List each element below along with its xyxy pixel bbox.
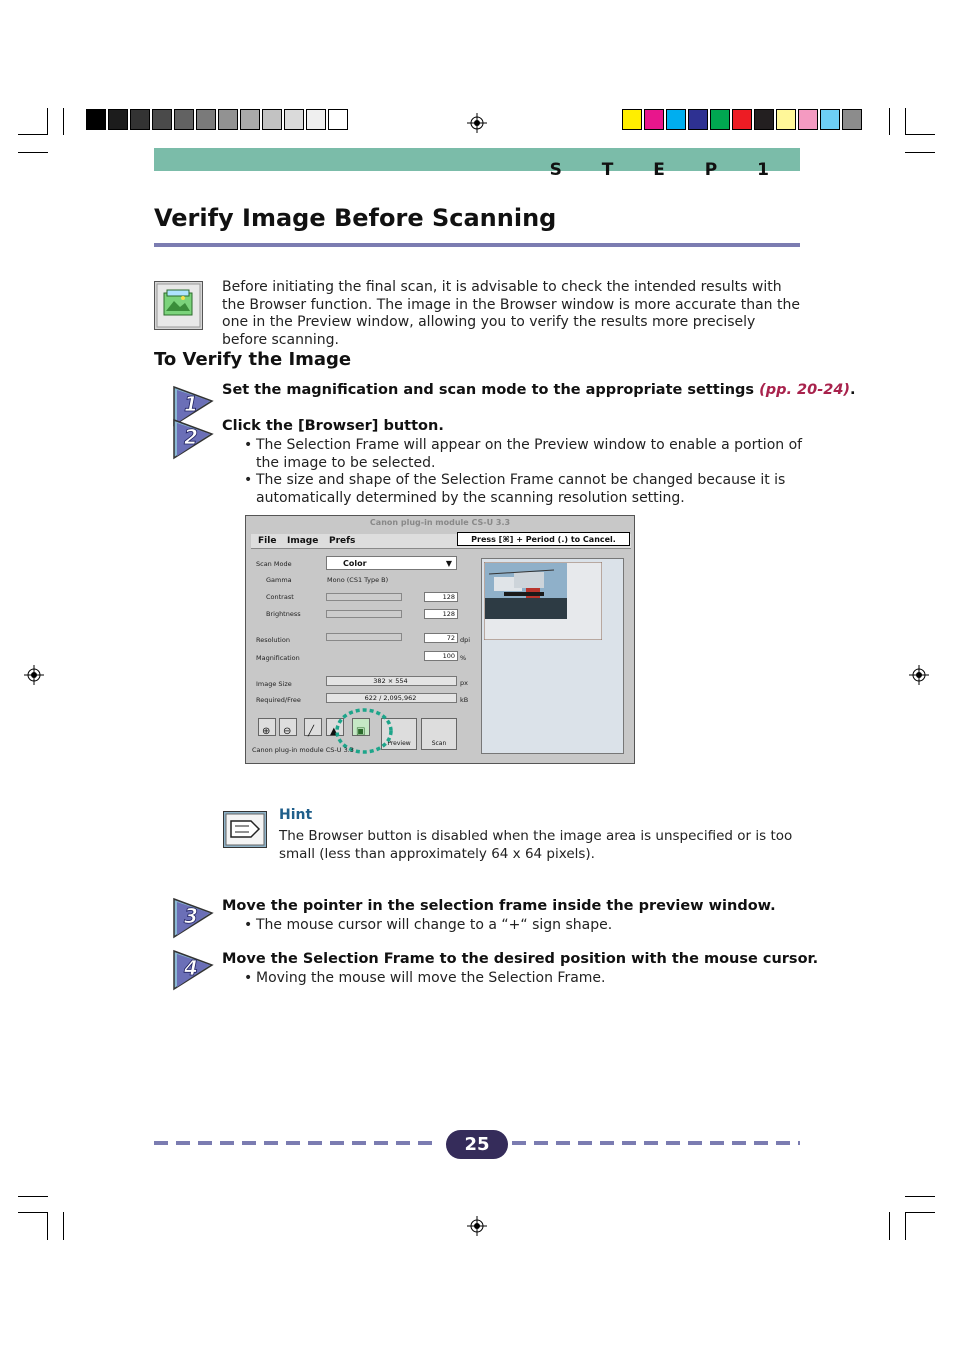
step-number: 1 bbox=[184, 392, 198, 416]
dash-segment bbox=[242, 1141, 256, 1145]
dash-segment bbox=[176, 1141, 190, 1145]
process-swatch bbox=[798, 109, 818, 130]
browser-icon bbox=[154, 281, 203, 330]
dash-segment bbox=[600, 1141, 614, 1145]
magnification-label: Magnification bbox=[256, 654, 300, 662]
brightness-label: Brightness bbox=[266, 610, 301, 618]
list-item: • The size and shape of the Selection Frame cannot be changed because it is automatically determined by the scanning resolution setting. bbox=[244, 472, 786, 506]
step-label: S T E P 1 bbox=[549, 160, 786, 180]
resolution-label: Resolution bbox=[256, 636, 290, 644]
required-free-label: Required/Free bbox=[256, 696, 301, 704]
histogram-icon: ▲ bbox=[330, 726, 338, 737]
menu-prefs[interactable]: Prefs bbox=[329, 536, 356, 546]
process-swatch bbox=[842, 109, 862, 130]
gray-swatch bbox=[174, 109, 194, 130]
gray-swatch bbox=[152, 109, 172, 130]
gray-swatch bbox=[130, 109, 150, 130]
process-swatch bbox=[666, 109, 686, 130]
scan-mode-select[interactable]: Color ▼ bbox=[326, 556, 457, 570]
step-number: 3 bbox=[184, 904, 198, 928]
image-size-value: 382 × 554 bbox=[326, 676, 457, 686]
image-size-label: Image Size bbox=[256, 680, 292, 688]
intro-text: Before initiating the final scan, it is advisable to check the intended results with the Browser function. The image in the Browser window is more accurate than the one in the Preview window, allowing you to verify the results more precisely before scanning. bbox=[222, 279, 800, 348]
step-number: 4 bbox=[184, 956, 198, 980]
browser-icon: ▣ bbox=[356, 726, 366, 737]
cancel-hint: Press [⌘] + Period (.) to Cancel. bbox=[457, 532, 630, 546]
dash-segment bbox=[198, 1141, 212, 1145]
zoom-out-icon: ⊖ bbox=[283, 726, 292, 737]
list-item: • Moving the mouse will move the Selection Frame. bbox=[244, 970, 606, 986]
step-number-badge bbox=[172, 897, 214, 939]
hint-icon bbox=[223, 811, 267, 848]
process-swatch bbox=[644, 109, 664, 130]
dash-segment bbox=[666, 1141, 680, 1145]
gray-swatch bbox=[306, 109, 326, 130]
step-1-text bbox=[222, 382, 856, 398]
gray-swatch bbox=[328, 109, 348, 130]
gamma-value: Mono (CS1 Type B) bbox=[327, 576, 389, 584]
process-swatch bbox=[732, 109, 752, 130]
dash-segment bbox=[264, 1141, 278, 1145]
process-swatch bbox=[820, 109, 840, 130]
preview-button[interactable]: Preview bbox=[381, 718, 417, 750]
dash-segment bbox=[330, 1141, 344, 1145]
preview-area[interactable] bbox=[481, 558, 624, 754]
contrast-field[interactable]: 128 bbox=[424, 592, 458, 602]
dash-segment bbox=[352, 1141, 366, 1145]
title-rule bbox=[154, 243, 800, 247]
step-3-text: Move the pointer in the selection frame inside the preview window. bbox=[222, 898, 776, 914]
resolution-field[interactable]: 72 bbox=[424, 633, 458, 643]
chevron-down-icon: ▼ bbox=[445, 559, 452, 568]
registration-mark-icon bbox=[909, 665, 929, 685]
zoom-in-button[interactable] bbox=[258, 718, 276, 736]
menu-file[interactable]: File bbox=[258, 536, 277, 546]
gray-swatch bbox=[108, 109, 128, 130]
step-1-instruction: Set the magnification and scan mode to the appropriate settings bbox=[222, 382, 760, 398]
preview-image bbox=[484, 562, 602, 640]
dash-segment bbox=[644, 1141, 658, 1145]
window-footer: Canon plug-in module CS-U 3.3 bbox=[252, 746, 354, 754]
page-reference-link[interactable]: (pp. 20-24) bbox=[759, 382, 851, 398]
process-swatch bbox=[622, 109, 642, 130]
dash-segment bbox=[286, 1141, 300, 1145]
hint-text: The Browser button is disabled when the image area is unspecified or is too small (less than approximately 64 x 64 pixels). bbox=[279, 828, 793, 862]
dash-segment bbox=[512, 1141, 526, 1145]
dash-segment bbox=[418, 1141, 432, 1145]
process-swatch bbox=[688, 109, 708, 130]
step-number-badge bbox=[172, 418, 214, 460]
image-size-unit: px bbox=[460, 679, 468, 687]
dash-segment bbox=[220, 1141, 234, 1145]
step-number-badge bbox=[172, 949, 214, 991]
registration-mark-icon bbox=[24, 665, 44, 685]
list-item: • The Selection Frame will appear on the Preview window to enable a portion of the image to be selected. bbox=[244, 437, 803, 471]
scan-button[interactable]: Scan bbox=[421, 718, 457, 750]
process-swatch bbox=[754, 109, 774, 130]
plugin-window-screenshot bbox=[245, 515, 635, 764]
process-swatch bbox=[710, 109, 730, 130]
dash-segment bbox=[776, 1141, 790, 1145]
tone-curve-button[interactable] bbox=[304, 718, 322, 736]
resolution-slider[interactable] bbox=[326, 633, 402, 641]
gray-swatch bbox=[86, 109, 106, 130]
step-1-period: . bbox=[850, 382, 856, 398]
process-swatch bbox=[776, 109, 796, 130]
gray-swatch bbox=[218, 109, 238, 130]
dash-segment bbox=[754, 1141, 768, 1145]
window-title: Canon plug-in module CS-U 3.3 bbox=[369, 518, 511, 527]
registration-mark-icon bbox=[467, 1216, 487, 1236]
gray-swatch bbox=[196, 109, 216, 130]
dash-segment bbox=[374, 1141, 388, 1145]
brightness-slider[interactable] bbox=[326, 610, 402, 618]
dash-segment bbox=[308, 1141, 322, 1145]
page-number: 25 bbox=[446, 1130, 508, 1159]
dash-segment bbox=[556, 1141, 570, 1145]
gray-swatch bbox=[284, 109, 304, 130]
magnification-field[interactable]: 100 bbox=[424, 651, 458, 661]
zoom-in-icon: ⊕ bbox=[262, 726, 271, 737]
magnification-unit: % bbox=[460, 654, 467, 662]
scan-mode-label: Scan Mode bbox=[256, 560, 292, 568]
dash-segment bbox=[578, 1141, 592, 1145]
hint-heading: Hint bbox=[279, 807, 313, 823]
brightness-field[interactable]: 128 bbox=[424, 609, 458, 619]
contrast-label: Contrast bbox=[266, 593, 294, 601]
page-title: Verify Image Before Scanning bbox=[154, 204, 557, 232]
zoom-out-button[interactable] bbox=[279, 718, 297, 736]
dash-segment bbox=[534, 1141, 548, 1145]
required-free-unit: kB bbox=[460, 696, 469, 704]
required-free-value: 622 / 2,095,962 bbox=[326, 693, 457, 703]
resolution-unit: dpi bbox=[460, 636, 471, 644]
step-4-text: Move the Selection Frame to the desired position with the mouse cursor. bbox=[222, 951, 819, 967]
dash-segment bbox=[622, 1141, 636, 1145]
dash-segment bbox=[798, 1141, 800, 1145]
gray-swatch bbox=[262, 109, 282, 130]
curve-icon: ╱ bbox=[308, 726, 315, 737]
dash-segment bbox=[154, 1141, 168, 1145]
list-item: • The mouse cursor will change to a “+“ sign shape. bbox=[244, 917, 613, 933]
registration-mark-icon bbox=[467, 113, 487, 133]
step-number: 2 bbox=[184, 425, 198, 449]
dash-segment bbox=[710, 1141, 724, 1145]
dash-segment bbox=[396, 1141, 410, 1145]
step-2-text: Click the [Browser] button. bbox=[222, 418, 444, 434]
contrast-slider[interactable] bbox=[326, 593, 402, 601]
gamma-label: Gamma bbox=[266, 576, 292, 584]
menu-image[interactable]: Image bbox=[287, 536, 319, 546]
section-heading: To Verify the Image bbox=[154, 349, 352, 370]
gray-swatch bbox=[240, 109, 260, 130]
dash-segment bbox=[688, 1141, 702, 1145]
dash-segment bbox=[732, 1141, 746, 1145]
